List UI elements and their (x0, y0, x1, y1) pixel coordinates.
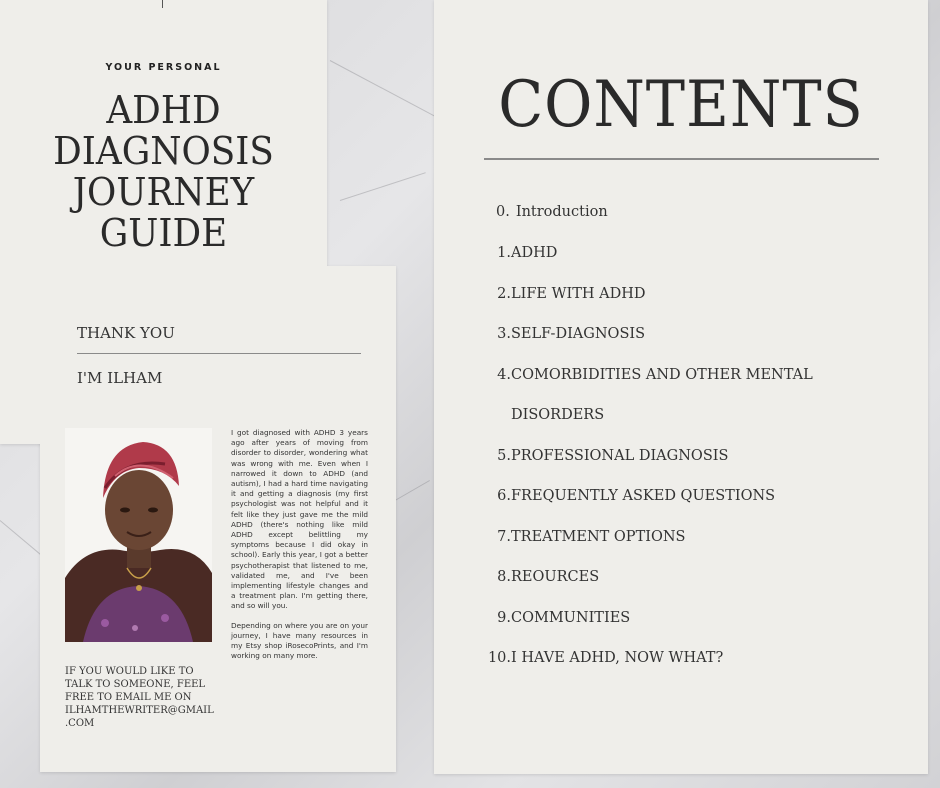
toc-number: 7. (497, 529, 511, 545)
author-name: I'M ILHAM (77, 369, 163, 387)
toc-number: 4. (497, 367, 511, 383)
contact-note (65, 665, 215, 730)
contact-email: .COM (65, 718, 95, 729)
cover-title (10, 90, 317, 254)
toc-item-continuation: DISORDERS (511, 407, 605, 423)
toc-item (487, 204, 608, 220)
divider (77, 353, 361, 354)
author-portrait-icon (65, 428, 212, 642)
toc-number: 5. (497, 448, 511, 464)
author-bio (231, 428, 368, 670)
toc-label: FREQUENTLY ASKED QUESTIONS (511, 488, 776, 504)
marble-vein (340, 172, 426, 201)
crop-mark (162, 0, 163, 8)
cover-title-line: DIAGNOSIS (53, 129, 274, 173)
toc-item (487, 610, 630, 626)
marble-vein (395, 480, 430, 501)
author-photo (65, 428, 212, 642)
cover-title-line: JOURNEY (72, 170, 255, 214)
toc-number: 3. (497, 326, 511, 342)
divider (484, 158, 879, 160)
contents-title: CONTENTS (498, 68, 864, 142)
contact-line: FREE TO EMAIL ME ON (65, 692, 192, 703)
toc-item (487, 326, 645, 342)
toc-item (487, 488, 775, 504)
toc-item (487, 286, 646, 302)
cover-title-line: GUIDE (99, 211, 228, 255)
thank-you-heading: THANK YOU (77, 324, 175, 342)
cover-eyebrow: YOUR PERSONAL (105, 62, 222, 73)
toc-item (487, 569, 599, 585)
cover-title-line: ADHD (106, 88, 221, 132)
toc-number: 1. (497, 245, 511, 261)
toc-number: 2. (497, 286, 511, 302)
toc-label: COMORBIDITIES AND OTHER MENTAL (511, 367, 813, 383)
toc-number: 0. (496, 204, 510, 220)
toc-item (487, 367, 813, 383)
toc-label: Introduction (515, 204, 608, 220)
toc-label: PROFESSIONAL DIAGNOSIS (511, 448, 729, 464)
toc-number: 9. (497, 610, 511, 626)
toc-label: COMMUNITIES (511, 610, 631, 626)
contact-line: IF YOU WOULD LIKE TO (65, 666, 194, 677)
toc-number: 6. (497, 488, 511, 504)
bio-paragraph: I got diagnosed with ADHD 3 years ago after years of moving from disorder to disorder, wondering what was wrong with me. Even when I narrowed it down to ADHD (and autism), I had a hard time navigating it and getting a diagnosis (my first psychologist was not helpful and it felt like they just gave me the mild ADHD (there's nothing like mild ADHD except belittling my symptoms because I did okay in school). Early this year, I got a better psychotherapist that listened to me, validated me, and I've been implementing lifestyle changes and a treatment plan. I'm getting there, and so will you. (231, 428, 368, 611)
toc-item (487, 448, 728, 464)
contact-line: TALK TO SOMEONE, FEEL (65, 679, 206, 690)
toc-label: TREATMENT OPTIONS (511, 529, 686, 545)
toc-item (487, 529, 685, 545)
toc-number: 10. (487, 650, 511, 666)
toc-label: ADHD (511, 245, 558, 261)
bio-paragraph: Depending on where you are on your journey, I have many resources in my Etsy shop iRosecoPrints, and I'm working on many more. (231, 620, 368, 661)
marble-vein (330, 60, 436, 117)
toc-item (487, 650, 723, 666)
toc-label: LIFE WITH ADHD (511, 286, 646, 302)
toc-label: SELF-DIAGNOSIS (511, 326, 646, 342)
contact-email: ILHAMTHEWRITER@GMAIL (65, 705, 214, 716)
toc-item (487, 245, 557, 261)
toc-number: 8. (497, 569, 511, 585)
toc-label: I HAVE ADHD, NOW WHAT? (511, 650, 724, 666)
toc-label: REOURCES (511, 569, 600, 585)
